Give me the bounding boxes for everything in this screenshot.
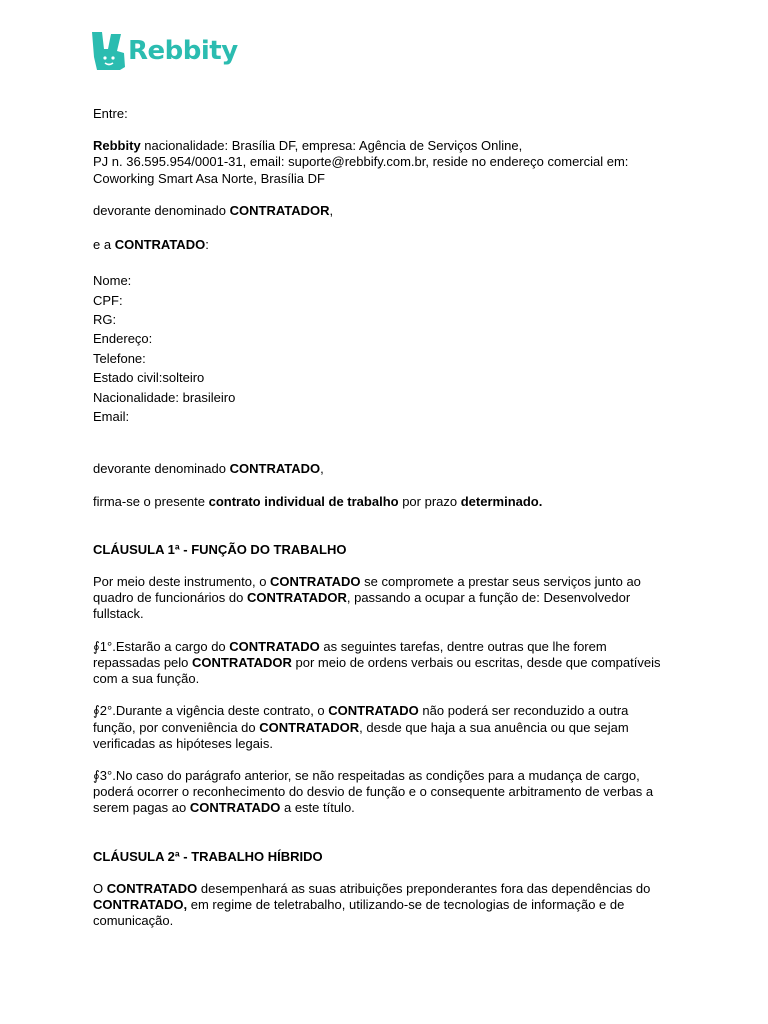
contratador-line-1: Rebbity nacionalidade: Brasília DF, empresa: Agência de Serviços Online, (93, 138, 523, 154)
contratado-denomination: devorante denominado CONTRATADO, (93, 461, 324, 477)
clausula-1-paragraph-2: ∮1°.Estarão a cargo do CONTRATADO as seguintes tarefas, dentre outras que lhe forem repassadas pelo CONTRATADOR por meio de ordens verbais ou escritas, desde que compatíveis com a sua função. (93, 638, 661, 687)
brand-name: Rebbity (128, 36, 238, 66)
contratador-denomination: devorante denominado CONTRATADOR, (93, 202, 334, 218)
field-estado-civil: Estado civil:solteiro (93, 370, 205, 386)
contratador-line-3: Coworking Smart Asa Norte, Brasília DF (93, 170, 325, 186)
field-nome: Nome: (93, 273, 132, 289)
contratador-name: Rebbity (93, 138, 141, 154)
contratado-intro: e a CONTRATADO: (93, 237, 209, 253)
contratador-line-2: PJ n. 36.595.954/0001-31, email: suporte@rebbify.com.br, reside no endereço comercial em: (93, 154, 629, 170)
contratado-fields (93, 271, 663, 426)
field-telefone: Telefone: (93, 350, 146, 366)
field-email: Email: (93, 409, 130, 425)
field-cpf: CPF: (93, 292, 123, 308)
clausula-2-paragraph-1: O CONTRATADO desempenhará as suas atribuições preponderantes fora das dependências do CONTRATADO, em regime de teletrabalho, utilizando-se de tecnologias de informação e de comunicação. (93, 880, 651, 929)
clausula-1-paragraph-1: Por meio deste instrumento, o CONTRATADO se compromete a prestar seus serviços junto ao quadro de funcionários do CONTRATADOR, passando a ocupar a função de: Desenvolvedor fullstack. (93, 574, 641, 622)
firma-statement: firma-se o presente contrato individual de trabalho por prazo determinado. (93, 493, 543, 509)
clausula-1-paragraph-3: ∮2°.Durante a vigência deste contrato, o CONTRATADO não poderá ser reconduzido a outra função, por conveniência do CONTRATADOR, desde que haja a sua anuência ou que sejam verificadas as hipóteses legais. (93, 703, 629, 751)
rebbity-logo (91, 31, 238, 71)
field-rg: RG: (93, 312, 117, 328)
clausula-1-title: CLÁUSULA 1ª - FUNÇÃO DO TRABALHO (93, 541, 347, 557)
rabbit-logo-icon (91, 31, 127, 71)
field-endereco: Endereço: (93, 331, 153, 347)
contract-document (93, 106, 663, 929)
entre-label: Entre: (93, 106, 128, 121)
clausula-2-title: CLÁUSULA 2ª - TRABALHO HÍBRIDO (93, 848, 323, 864)
field-nacionalidade: Nacionalidade: brasileiro (93, 389, 236, 405)
clausula-1-paragraph-4: ∮3°.No caso do parágrafo anterior, se não respeitadas as condições para a mudança de cargo, poderá ocorrer o reconhecimento do desvio de função e o consequente arbitramento de verbas a serem pagas ao CONTRATADO a este título. (93, 767, 654, 816)
